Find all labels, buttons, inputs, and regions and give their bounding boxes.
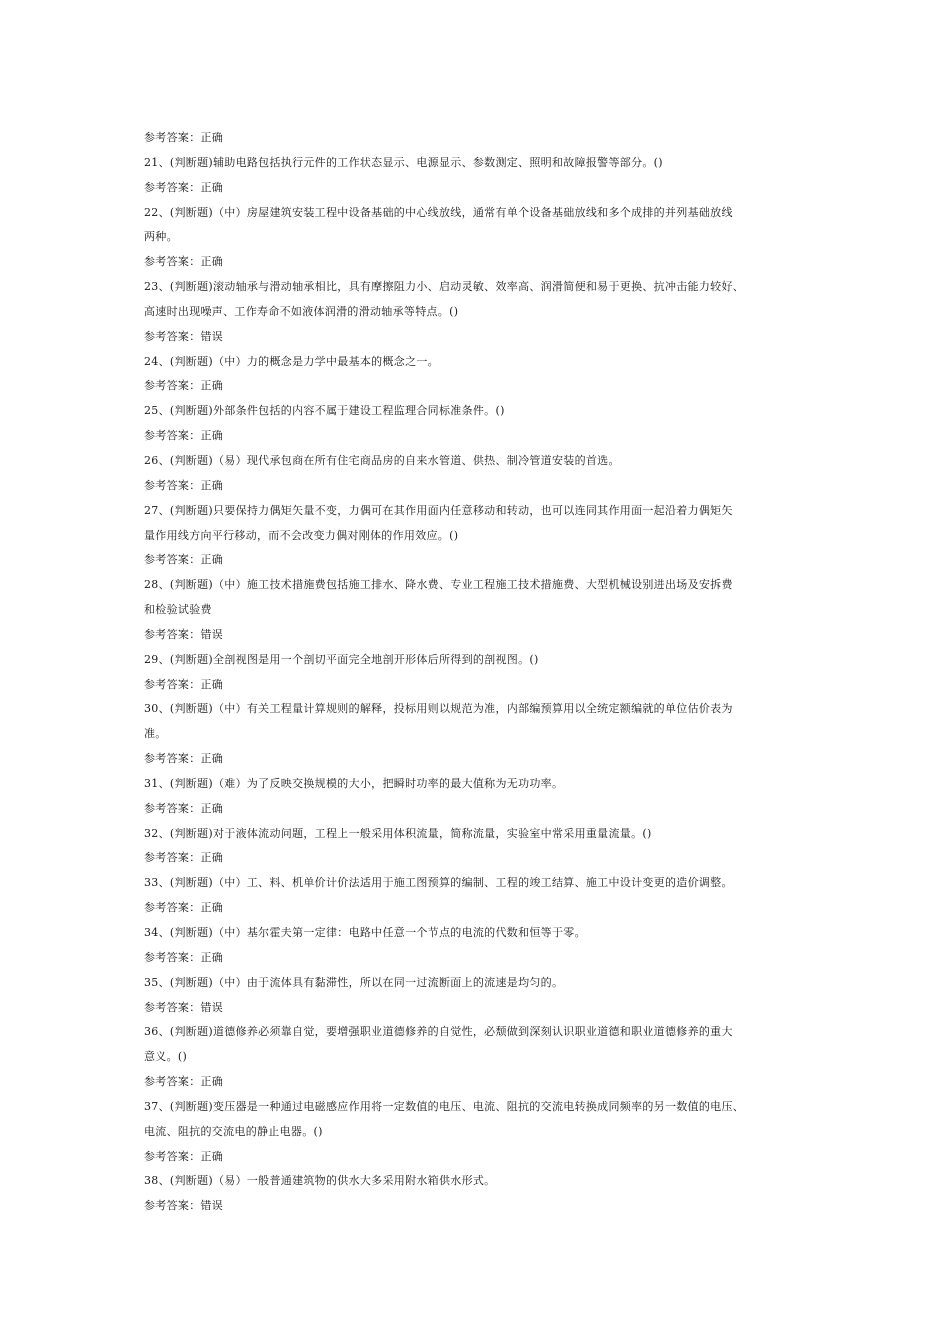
question-line: 28、(判断题)（中）施工技术措施费包括施工排水、降水费、专业工程施工技术措施费、大型机械设别进出场及安拆费: [144, 578, 733, 592]
question-continuation: 准。: [144, 727, 167, 741]
answer-line: 参考答案：正确: [144, 1075, 224, 1089]
question-line: 32、(判断题)对于液体流动问题，工程上一般采用体积流量，简称流量，实验室中常采用重量流量。(): [144, 826, 652, 840]
question-continuation: 意义。(): [144, 1050, 188, 1064]
question-line: 38、(判断题)（易）一般普通建筑物的供水大多采用附水箱供水形式。: [144, 1174, 496, 1188]
answer-line: 参考答案：正确: [144, 255, 224, 269]
answer-line: 参考答案：正确: [144, 901, 224, 915]
question-line: 35、(判断题)（中）由于流体具有黏滞性，所以在同一过流断面上的流速是均匀的。: [144, 975, 564, 989]
answer-line: 参考答案：正确: [144, 379, 224, 393]
question-continuation: 量作用线方向平行移动，而不会改变力偶对刚体的作用效应。(): [144, 528, 459, 542]
document-body: [144, 126, 814, 1219]
answer-line: 参考答案：错误: [144, 627, 224, 641]
answer-line: 参考答案：正确: [144, 429, 224, 443]
answer-line: 参考答案：错误: [144, 329, 224, 343]
answer-line: 参考答案：正确: [144, 131, 224, 144]
question-line: 33、(判断题)（中）工、料、机单价计价法适用于施工图预算的编制、工程的竣工结算、施工中设计变更的造价调整。: [144, 876, 733, 890]
question-continuation: 电流、阻抗的交流电的静止电器。(): [144, 1124, 323, 1138]
question-line: 26、(判断题)（易）现代承包商在所有住宅商品房的自来水管道、供热、制冷管道安装的首选。: [144, 453, 620, 467]
question-continuation: 高速时出现噪声、工作寿命不如液体润滑的滑动轴承等特点。(): [144, 304, 459, 318]
question-line: 31、(判断题)（难）为了反映交换规模的大小，把瞬时功率的最大值称为无功功率。: [144, 776, 564, 790]
question-line: 22、(判断题)（中）房屋建筑安装工程中设备基础的中心线放线，通常有单个设备基础放线和多个成排的并列基础放线: [144, 205, 733, 219]
question-line: 30、(判断题)（中）有关工程量计算规则的解释，投标用则以规范为准，内部编预算用以全统定额编就的单位估价表为: [144, 702, 733, 716]
question-continuation: 两种。: [144, 230, 178, 244]
question-line: 36、(判断题)道德修养必须靠自觉，要增强职业道德修养的自觉性，必颓做到深刻认识职业道德和职业道德修养的重大: [144, 1025, 733, 1039]
question-line: 34、(判断题)（中）基尔霍夫第一定律：电路中任意一个节点的电流的代数和恒等于零。: [144, 926, 586, 939]
answer-line: 参考答案：正确: [144, 950, 224, 964]
answer-line: 参考答案：错误: [144, 1199, 224, 1213]
answer-line: 参考答案：正确: [144, 478, 224, 492]
answer-line: 参考答案：正确: [144, 180, 224, 194]
answer-line: 参考答案：正确: [144, 801, 224, 815]
answer-line: 参考答案：正确: [144, 851, 224, 865]
question-continuation: 和检验试验费: [144, 603, 212, 617]
answer-line: 参考答案：正确: [144, 1149, 224, 1163]
question-line: 37、(判断题)变压器是一种通过电磁感应作用将一定数值的电压、电流、阻抗的交流电转换成同频率的另一数值的电压、: [144, 1099, 745, 1113]
answer-line: 参考答案：正确: [144, 677, 224, 691]
question-line: 29、(判断题)全剖视图是用一个剖切平面完全地剖开形体后所得到的剖视图。(): [144, 652, 539, 666]
answer-line: 参考答案：正确: [144, 752, 224, 766]
question-line: 21、(判断题)辅助电路包括执行元件的工作状态显示、电源显示、参数测定、照明和故障报警等部分。(): [144, 155, 663, 169]
answer-line: 参考答案：正确: [144, 553, 224, 567]
answer-line: 参考答案：错误: [144, 1000, 224, 1014]
question-line: 23、(判断题)滚动轴承与滑动轴承相比，具有摩擦阻力小、启动灵敏、效率高、润滑简便和易于更换、抗冲击能力较好、: [144, 280, 745, 294]
question-line: 24、(判断题)（中）力的概念是力学中最基本的概念之一。: [144, 354, 439, 368]
question-line: 25、(判断题)外部条件包括的内容不属于建设工程监理合同标准条件。(): [144, 404, 505, 418]
question-line: 27、(判断题)只要保持力偶矩矢量不变，力偶可在其作用面内任意移动和转动，也可以连同其作用面一起沿着力偶矩矢: [144, 503, 733, 517]
